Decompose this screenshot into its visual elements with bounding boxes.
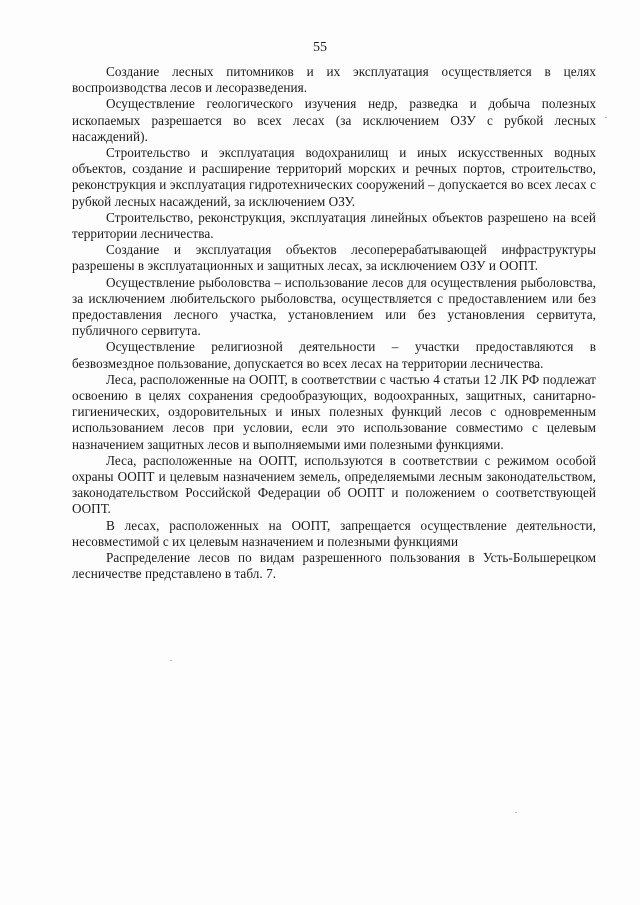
paragraph-protected-areas-use: Леса, расположенные на ООПТ, в соответствии с частью 4 статьи 12 ЛК РФ подлежат освоению в целях сохранения средообразующих, водоохранных, защитных, санитарно-гигиенических, оздоровительных и иных полезных функций лесов с одновременным использованием лесов при условии, если это использование совместимо с целевым назначением защитных лесов и выполняемыми ими полезными функциями. (72, 371, 596, 452)
paragraph-protected-areas-prohibition: В лесах, расположенных на ООПТ, запрещается осуществление деятельности, несовместимой с их целевым назначением и полезными функциями (72, 517, 596, 549)
paragraph-table-reference: Распределение лесов по видам разрешенного пользования в Усть-Большерецком лесничестве представлено в табл. 7. (72, 550, 596, 582)
paragraph-forest-nurseries: Создание лесных питомников и их эксплуатация осуществляется в целях воспроизводства лесов и лесоразведения. (72, 64, 596, 96)
paragraph-fishing: Осуществление рыболовства – использование лесов для осуществления рыболовства, за исключением любительского рыболовства, осуществляется с предоставлением или без предоставления лесного участка, установлением или без установления сервитута, публичного сервитута. (72, 274, 596, 339)
scan-speck (515, 812, 517, 813)
scan-speck (605, 117, 607, 118)
document-body (72, 64, 596, 583)
paragraph-wood-processing: Создание и эксплуатация объектов лесоперерабатывающей инфраструктуры разрешены в эксплуатационных и защитных лесах, за исключением ОЗУ и ООПТ. (72, 242, 596, 274)
paragraph-geological-study: Осуществление геологического изучения недр, разведка и добыча полезных ископаемых разрешается во всех лесах (за исключением ОЗУ с рубкой лесных насаждений). (72, 96, 596, 144)
paragraph-reservoirs: Строительство и эксплуатация водохранилищ и иных искусственных водных объектов, создание и расширение территорий морских и речных портов, строительство, реконструкция и эксплуатация гидротехнических сооружений – допускается во всех лесах с рубкой лесных насаждений, за исключением ОЗУ. (72, 145, 596, 209)
scan-speck (170, 660, 172, 661)
paragraph-protected-areas-regime: Леса, расположенные на ООПТ, используются в соответствии с режимом особой охраны ООПТ и целевым назначением земель, определяемыми лесным законодательством, законодательством Российской Федерации об ООПТ и положением о соответствующей ООПТ. (72, 452, 596, 517)
paragraph-religious-activity: Осуществление религиозной деятельности – участки предоставляются в безвозмездное пользование, допускается во всех лесах на территории лесничества. (72, 339, 596, 371)
page-number: 55 (313, 40, 327, 55)
paragraph-linear-objects: Строительство, реконструкция, эксплуатация линейных объектов разрешено на всей территории лесничества. (72, 209, 596, 242)
